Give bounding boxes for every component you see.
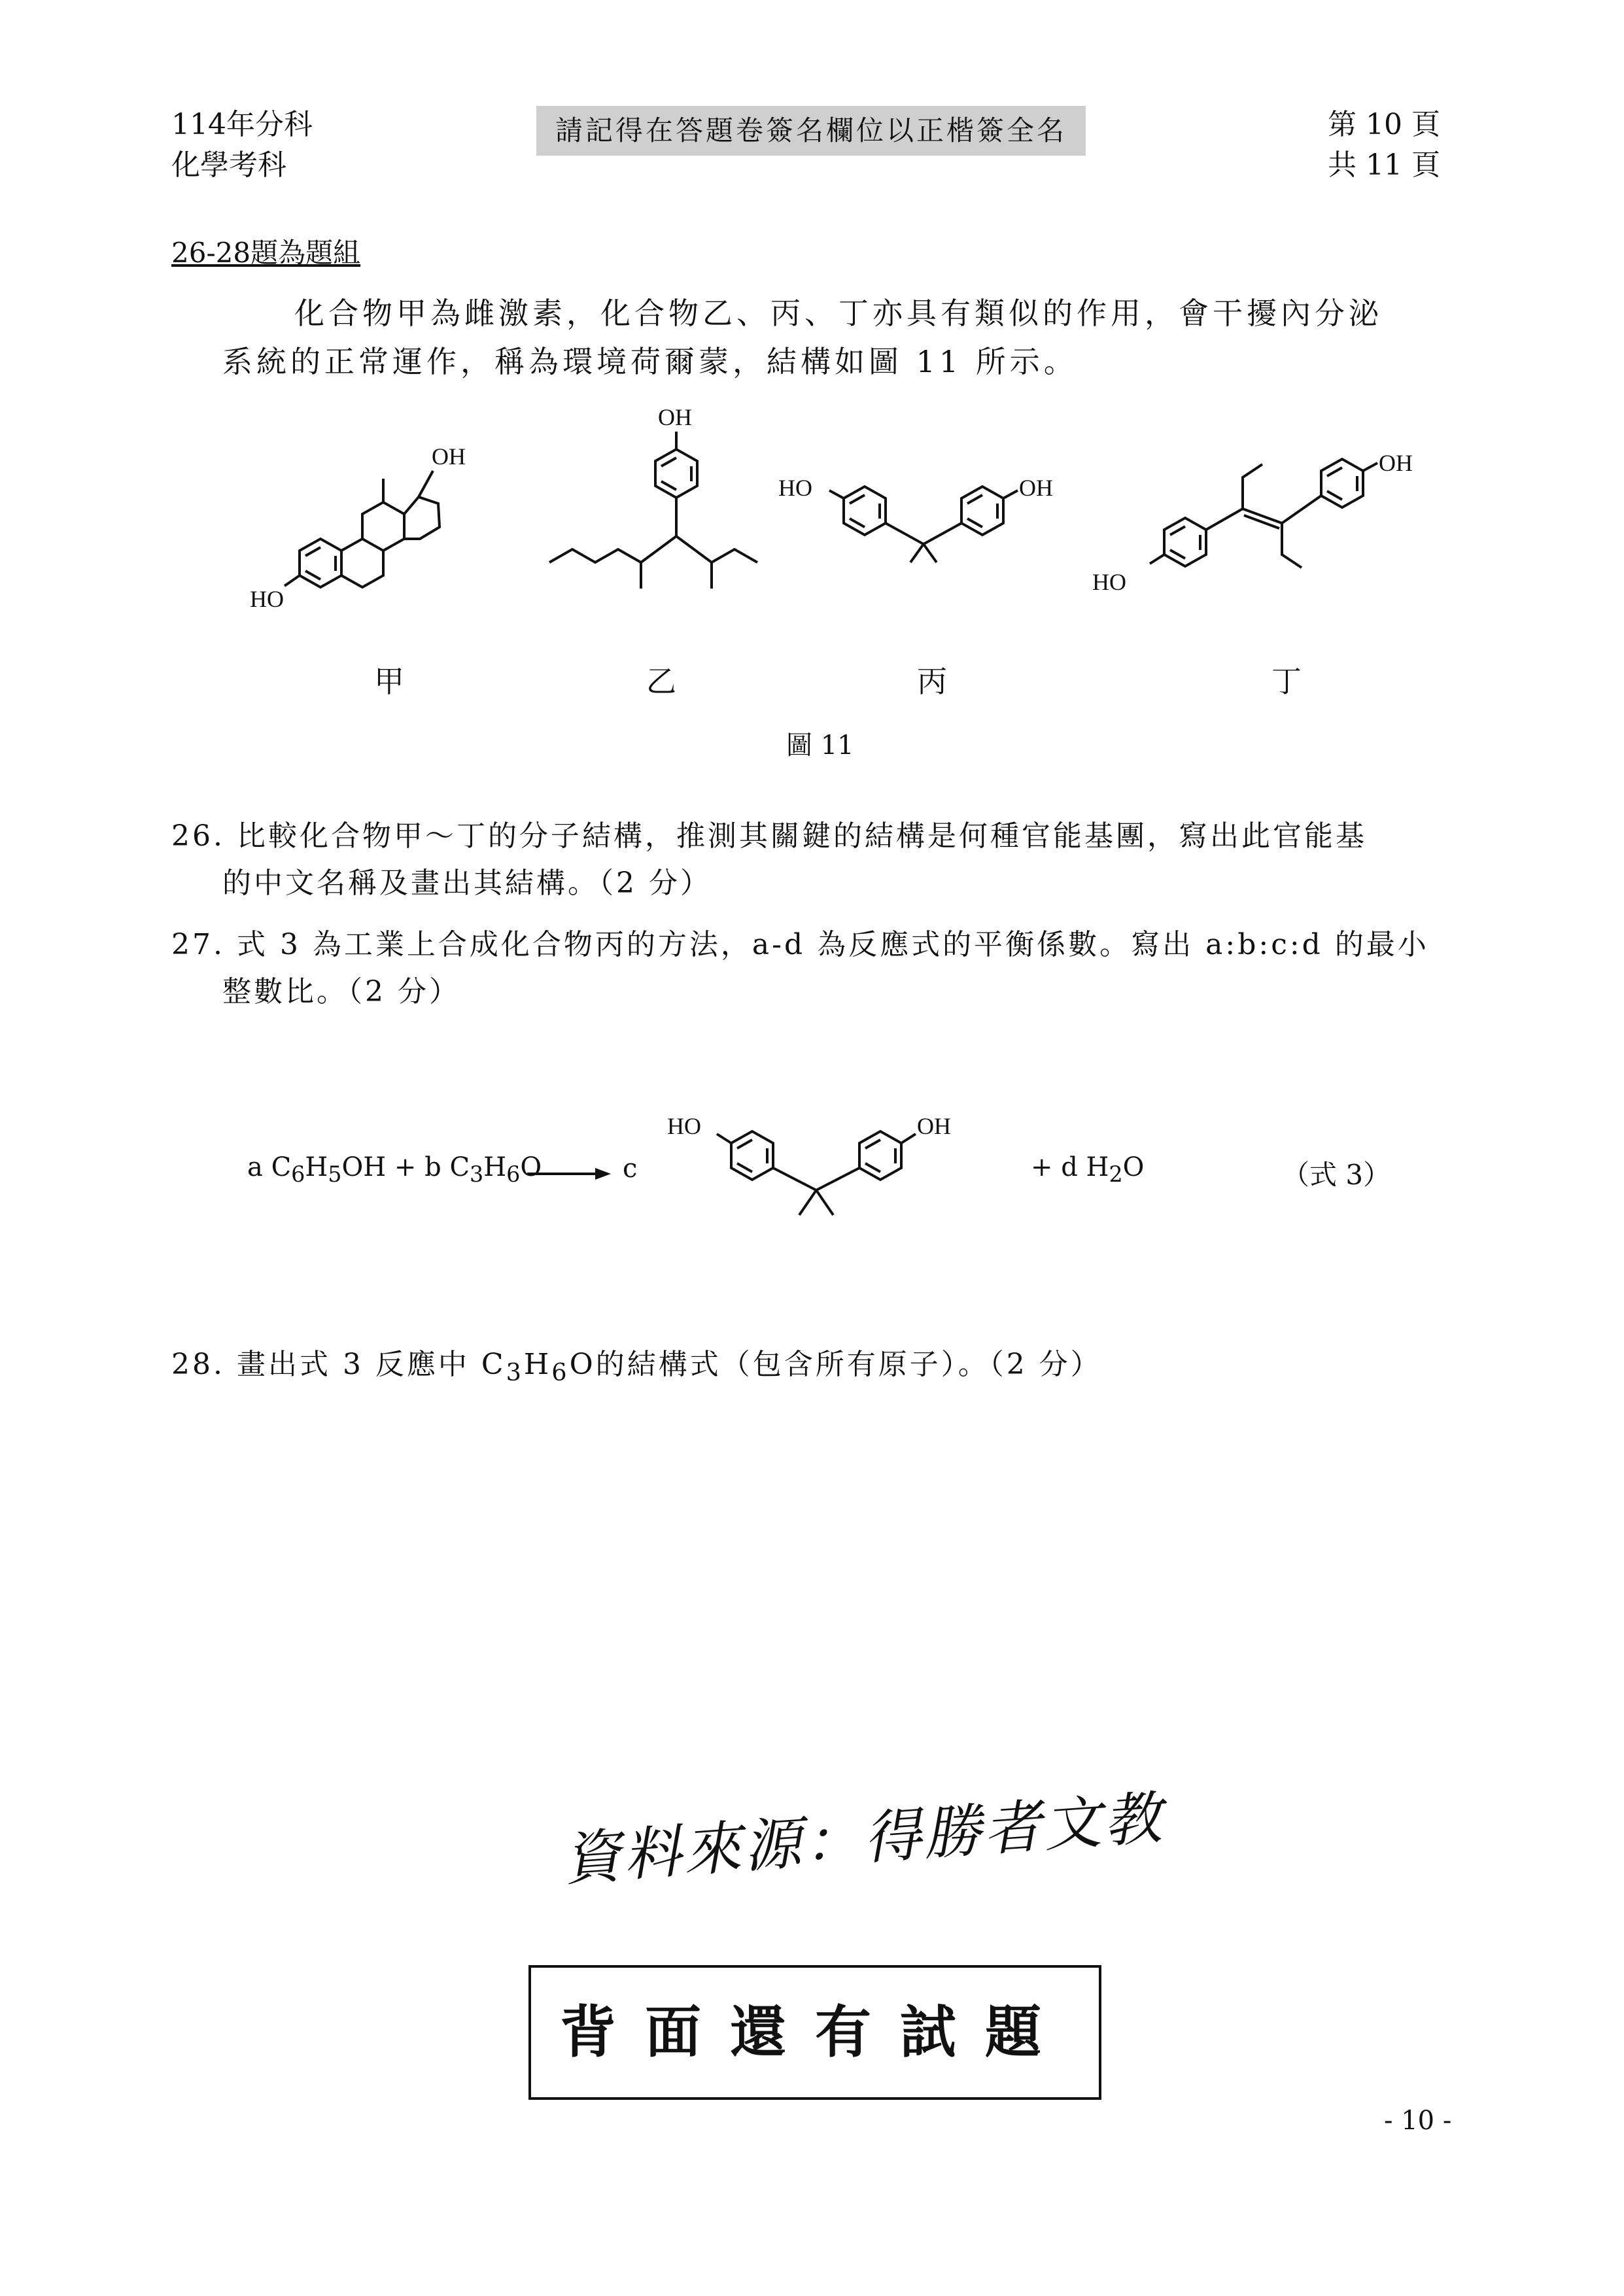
signature-reminder-banner: 請記得在答題卷簽名欄位以正楷簽全名 bbox=[536, 106, 1086, 156]
equation-3-label: （式 3） bbox=[1282, 1159, 1391, 1191]
molecule-ding bbox=[1150, 459, 1377, 568]
figure-caption: 圖 11 bbox=[786, 730, 854, 761]
equation-3-lhs: a $C_6H_5OH + b$ $C_3H_6O$ bbox=[247, 1152, 542, 1187]
q28: 28. 畫出式 3 反應中 $C_3H_6O$的結構式（包含所有原子）。（2 分） bbox=[171, 1348, 1102, 1386]
bpa-ho-label: HO bbox=[667, 1113, 701, 1139]
back-page-note: 背面還有試題 bbox=[528, 1965, 1101, 2100]
source-note: 資料來源：得勝者文教 bbox=[561, 1784, 1166, 1893]
ding-oh-label: OH bbox=[1379, 450, 1413, 476]
jia-oh-label: OH bbox=[432, 443, 466, 470]
bing-oh-label: OH bbox=[1019, 475, 1053, 501]
label-bing: 丙 bbox=[917, 664, 947, 699]
yi-oh-label: OH bbox=[658, 404, 692, 430]
q26-line-2: 的中文名稱及畫出其結構。（2 分） bbox=[222, 866, 712, 900]
bing-ho-label: HO bbox=[778, 475, 812, 501]
molecule-yi bbox=[549, 432, 757, 589]
bpa-oh-label: OH bbox=[917, 1113, 951, 1139]
reaction-arrow bbox=[527, 1164, 612, 1184]
header-page-total: 共 11 頁 bbox=[1328, 148, 1440, 182]
label-yi: 乙 bbox=[646, 664, 676, 699]
header-year-subject: 114年分科 bbox=[171, 108, 313, 141]
intro-line-2: 系統的正常運作，稱為環境荷爾蒙，結構如圖 11 所示。 bbox=[222, 344, 1078, 379]
section-title: 26-28題為題組 bbox=[171, 237, 361, 269]
jia-ho-label: HO bbox=[250, 586, 284, 612]
label-jia: 甲 bbox=[374, 664, 404, 699]
intro-line-1: 化合物甲為雌激素，化合物乙、丙、丁亦具有類似的作用，會干擾內分泌 bbox=[294, 296, 1383, 331]
molecule-bing bbox=[829, 487, 1018, 562]
q27-line-1: 27. 式 3 為工業上合成化合物丙的方法，a-d 為反應式的平衡係數。寫出 a:b:c:d 的最小 bbox=[171, 928, 1429, 961]
page-number: - 10 - bbox=[1384, 2106, 1452, 2136]
q26-line-1: 26. 比較化合物甲～丁的分子結構，推測其關鍵的結構是何種官能基團，寫出此官能基 bbox=[171, 819, 1367, 853]
equation-3-rhs: + d $H_2O$ bbox=[1031, 1152, 1145, 1187]
header-exam: 化學考科 bbox=[171, 148, 286, 182]
coefficient-c: c bbox=[623, 1154, 638, 1184]
molecule-jia bbox=[285, 471, 440, 587]
ding-ho-label: HO bbox=[1092, 569, 1126, 595]
q27-line-2: 整數比。（2 分） bbox=[222, 975, 460, 1008]
label-ding: 丁 bbox=[1271, 664, 1302, 699]
header-page-current: 第 10 頁 bbox=[1328, 108, 1440, 141]
bisphenol-a-structure bbox=[654, 1105, 1020, 1242]
